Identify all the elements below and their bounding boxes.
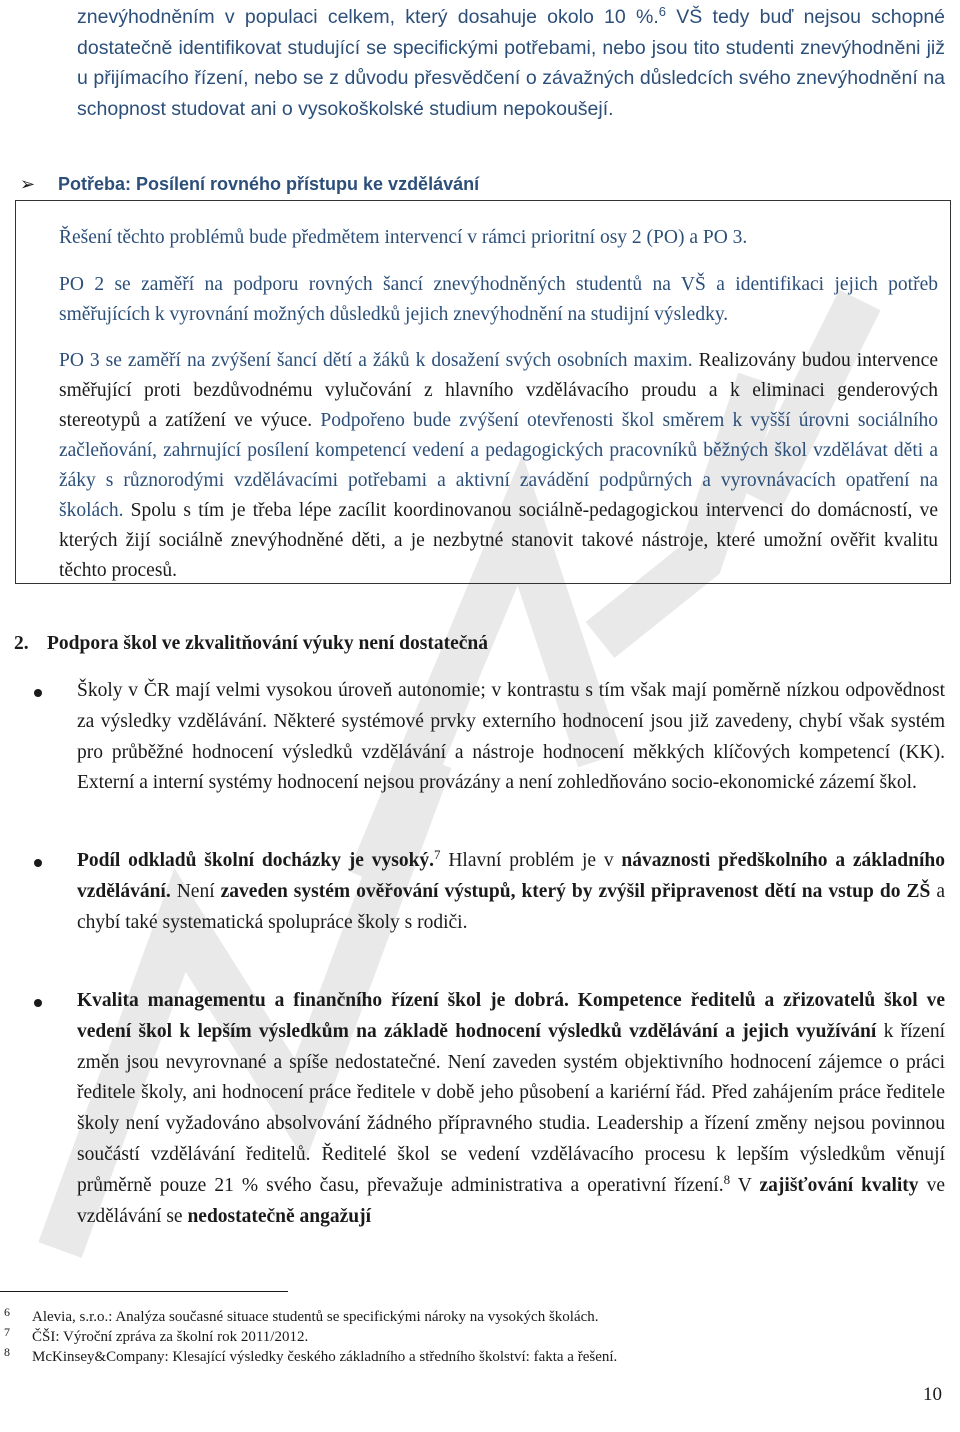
bullet-management-text-1: k řízení změn jsou nevyrovnané a spíše nedostatečné. Není zaveden systém objektivního hodnocení zájemce o práci ředitele školy, ani hodnocení práce ředitele v době jeho působení a kariérní řád. Před zahájením práce ředitele školy není vyžadováno absolvování žádného přípravného studia. Leadership a řízení změny nejsou povinnou součástí vzdělávání ředitelů. Ředitelé škol se vedení vzdělávacího procesu k lepším výsledkům věnují průměrně pouze 21 % svého času, převažuje administrativa a operativní řízení. [77,1020,945,1196]
need-label: Potřeba: Posílení rovného přístupu ke vzdělávání [58,174,480,194]
bullet-deferrals-bold-1: Podíl odkladů školní docházky je vysoký. [77,850,435,871]
box-p3-support: Podpořeno bude zvýšení otevřenosti škol směrem k vyšší úrovni sociálního začleňování, zahrnující posílení kompetencí vedení a pedagogických pracovníků běžných škol vzdělávat děti a žáky s různorodými vzdělávacími potřebami a aktivní zavádění podpůrných a vyrovnávacích opatření na školách. [59,410,938,521]
footnote-text: McKinsey&Company: Klesající výsledky českého základního a středního školství: fakta a řešení. [32,1349,618,1365]
footnote-number: 6 [4,1305,10,1319]
bullet-management-text [77,986,945,1232]
bullet-management-text-2: V [730,1174,760,1196]
intro-rest: VŠ tedy buď nejsou schopné dostatečně identifikovat studující se specifickými potřebami, nebo jsou tito studenti znevýhodněni již u přijímacího řízení, nebo se z důvodu přesvědčení o závažných důsledcích svého znevýhodnění na schopnost studovat ani o vysokoškolské studium nepokoušejí. [77,6,946,120]
footnote-8 [4,1343,904,1367]
box-paragraph-1: Řešení těchto problémů bude předmětem intervencí v rámci prioritní osy 2 (PO) a PO 3. [59,227,748,248]
arrow-bullet-icon: ➢ [20,174,36,194]
bullet-dot-icon [34,999,42,1007]
footnote-text: Alevia, s.r.o.: Analýza současné situace studentů se specifickými nároky na vysokých školách. [32,1309,599,1325]
section-number: 2. [14,633,29,654]
bullet-deferrals-bold-3: zaveden systém ověřování výstupů, který by zvýšil připravenost dětí na vstup do ZŠ [220,880,931,902]
bullet-deferrals-text-2: Není [170,880,221,902]
page-number: 10 [923,1384,942,1405]
footnote-ref-6[interactable]: 6 [658,4,666,19]
bullet-management-bold-1: Kvalita managementu a finančního řízení škol je dobrá. Kompetence ředitelů a zřizovatelů škol ve vedení škol k lepším výsledkům na základě hodnocení výsledků vzdělávání a jejich využívání [77,990,945,1042]
section-heading [14,628,914,660]
bullet-dot-icon [34,689,42,697]
box-p3-coordination: Spolu s tím je třeba lépe zacílit koordinovanou sociálně-pedagogickou intervenci do domácností, ve kterých žijí sociálně znevýhodněné děti, a je nezbytné stanovit takové nástroje, které umožní ověřit kvalitu těchto procesů. [59,500,938,581]
bullet-deferrals-text-3: a chybí také systematická spolupráce školy s rodiči. [77,880,945,933]
bullet-management [77,986,945,1232]
need-heading [20,170,920,198]
footnote-divider [0,1291,288,1292]
footnote-ref-7[interactable]: 7 [434,847,441,862]
bullet-management-text-3: ve vzdělávání se [77,1174,945,1227]
footnote-text: ČŠI: Výroční zpráva za školní rok 2011/2012. [32,1329,309,1345]
bullet-management-bold-3: nedostatečně angažují [187,1205,372,1227]
footnote-ref-8[interactable]: 8 [723,1171,731,1187]
bullet-deferrals-text-1: Hlavní problém je v [440,850,622,871]
bullet-autonomy-text: Školy v ČR mají velmi vysokou úroveň autonomie; v kontrastu s tím však mají poměrně nízkou odpovědnost za výsledky vzdělávání. Některé systémové prvky externího hodnocení jsou již zavedeny, chybí však systém pro průběžné hodnocení výsledků vzdělávání a nástroje hodnocení měkkých klíčových kompetencí (KK). Externí a interní systémy hodnocení nejsou provázány a není zohledňováno socio-ekonomické zázemí škol. [77,680,945,794]
intervention-box [15,200,951,584]
bullet-deferrals [77,846,945,938]
bullet-deferrals-bold-2: návaznosti předškolního a základního vzdělávání. [77,850,945,902]
box-p3-interventions: Realizovány budou intervence směřující proti bezdůvodnému vylučování z hlavního vzdělávacího proudu a k eliminaci genderových stereotypů a zatížení ve výuce. [59,350,938,431]
bullet-management-bold-2: zajišťování kvality [759,1174,919,1196]
bullet-dot-icon [34,859,42,867]
section-title: Podpora škol ve zkvalitňování výuky není dostatečná [47,633,488,654]
footnote-number: 7 [4,1325,10,1339]
intro-paragraph [77,2,945,124]
footnote-number: 8 [4,1345,10,1359]
box-p3-po3: PO 3 se zaměří na zvýšení šancí dětí a žáků k dosažení svých osobních maxim. [59,350,693,371]
bullet-autonomy [77,676,945,799]
bullet-deferrals-text [77,846,945,938]
box-paragraph-2: PO 2 se zaměří na podporu rovných šancí znevýhodněných studentů na VŠ a identifikaci jejich potřeb směřujících k vyrovnání možných důsledků jejich znevýhodnění na studijní výsledky. [59,274,938,325]
intro-lead: znevýhodněním v populaci celkem, který dosahuje okolo 10 %. [77,6,659,28]
box-paragraph-3 [59,346,938,586]
